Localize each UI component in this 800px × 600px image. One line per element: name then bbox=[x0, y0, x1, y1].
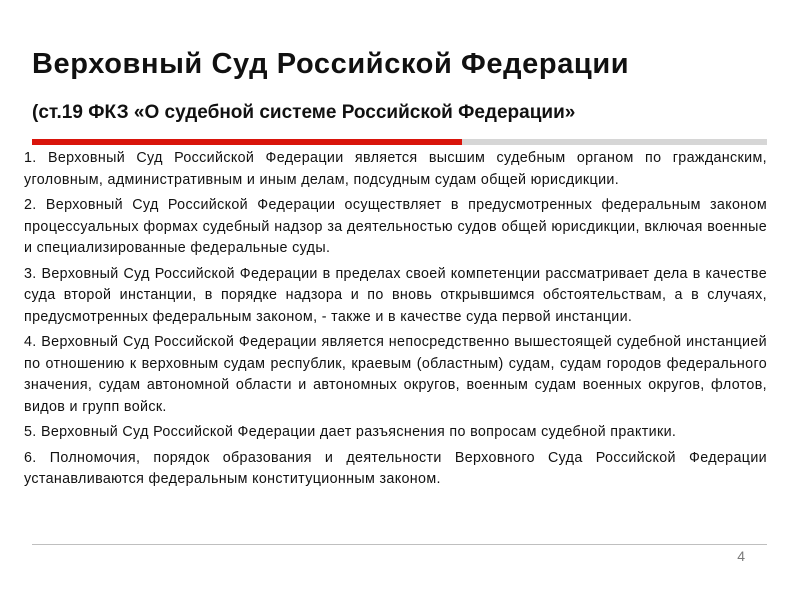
page-number: 4 bbox=[737, 548, 745, 564]
paragraph-1: 1. Верховный Суд Российской Федерации является высшим судебным органом по гражданским, уголовным, административным и иным делам, подсудным судам общей юрисдикции. bbox=[24, 150, 767, 188]
paragraph-6: 6. Полномочия, порядок образования и деятельности Верховного Суда Российской Федерации устанавливаются федеральным конституционным законом. bbox=[24, 449, 767, 487]
paragraph-3: 3. Верховный Суд Российской Федерации в пределах своей компетенции рассматривает дела в качестве суда второй инстанции, в порядке надзора и по вновь открывшимся обстоятельствам, а в случаях, предусмотренных федеральным законом, - также и в качестве суда первой инстанции. bbox=[24, 265, 767, 325]
paragraph-2: 2. Верховный Суд Российской Федерации осуществляет в предусмотренных федеральным законом процессуальных формах судебный надзор за деятельностью судов общей юрисдикции, включая военные и специализированные федеральные суды. bbox=[24, 197, 767, 256]
slide-subtitle: (ст.19 ФКЗ «О судебной системе Российской Федерации» bbox=[32, 102, 576, 123]
article-text bbox=[24, 148, 767, 495]
title-divider bbox=[32, 139, 767, 145]
divider-rest bbox=[462, 139, 767, 145]
paragraph-5: 5. Верховный Суд Российской Федерации дает разъяснения по вопросам судебной практики. bbox=[24, 424, 677, 440]
paragraph-4: 4. Верховный Суд Российской Федерации является непосредственно вышестоящей судебной инстанцией по отношению к верховным судам республик, краевым (областным) судам, судам городов федерального значения, судам автономной области и автономных округов, военным судам военных округов, флотов, видов и групп войск. bbox=[24, 334, 767, 415]
slide-title: Верховный Суд Российской Федерации bbox=[32, 48, 630, 80]
footer-divider bbox=[32, 544, 767, 545]
divider-accent bbox=[32, 139, 462, 145]
